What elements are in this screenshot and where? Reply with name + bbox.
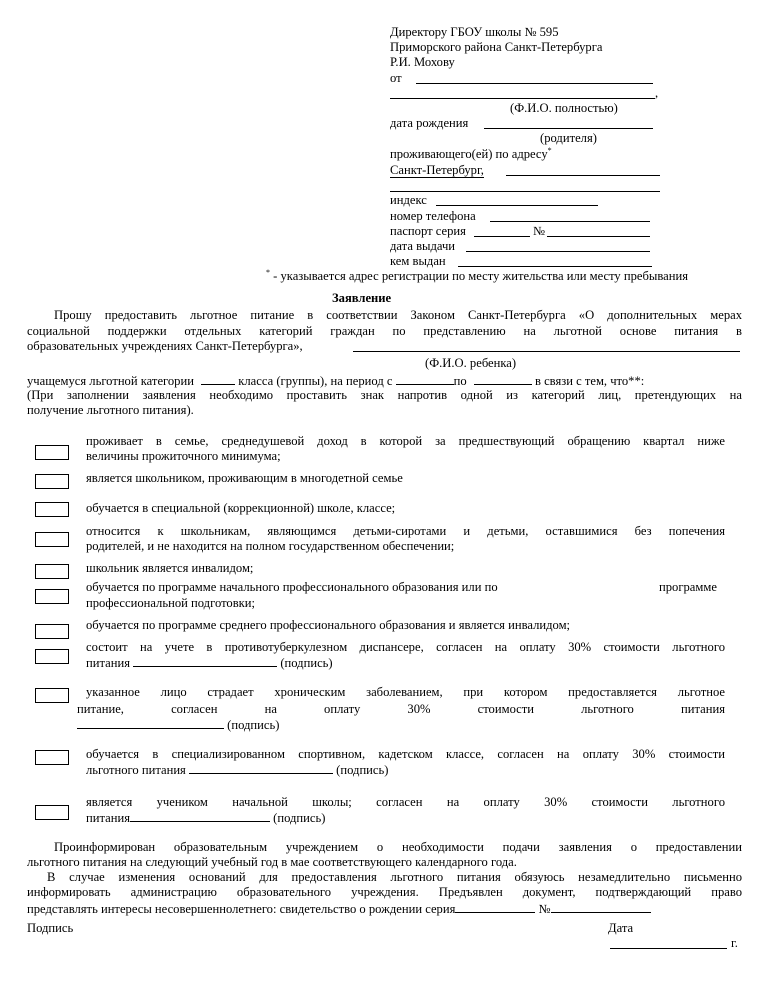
option-checkbox-8[interactable] [35, 649, 69, 664]
option-11-line-2: питания (подпись) [86, 811, 326, 825]
option-6-line-1-end: программе [659, 580, 717, 594]
fio-child-caption: (Ф.И.О. ребенка) [425, 356, 517, 370]
dob-label: дата рождения [390, 116, 469, 130]
option-9-line-1: указанное лицо страдает хроническим заболеванием, при котором предоставляется льготное [86, 685, 725, 699]
option-checkbox-6[interactable] [35, 589, 69, 604]
option-8-line-1: состоит на учете в противотуберкулезном диспансере, согласен на оплату 30% стоимости льготного [86, 640, 725, 654]
option-4-line-1: относится к школьникам, являющимся детьми-сиротами и детьми, оставшимися без попечения [86, 524, 725, 538]
option-9-line-2: питание, согласен на оплату 30% стоимости льготного питания [77, 702, 725, 716]
issued-by-label: кем выдан [390, 254, 446, 268]
passport-number-field[interactable] [547, 225, 650, 237]
option-10-line-1: обучается в специализированном спортивном, кадетском классе, согласен на оплату 30% стоимости [86, 747, 725, 761]
instruction-line-2: получение льготного питания). [27, 403, 194, 417]
closing-line-3: В случае изменения оснований для предоставления льготного питания обязуюсь незамедлительно письменно [47, 870, 742, 884]
addressee-line-2: Приморского района Санкт-Петербурга [390, 40, 603, 54]
option-checkbox-11[interactable] [35, 805, 69, 820]
request-line-2: социальной поддержки отдельных категорий граждан по представлению на льготной основе питания в [27, 324, 742, 338]
option-4-line-2: родителей, и не находится на полном государственном обеспечении; [86, 539, 455, 553]
option-7-text: обучается по программе среднего профессионального образования и является инвалидом; [86, 618, 571, 632]
request-line-1: Прошу предоставить льготное питание в соответствии Законом Санкт-Петербурга «О дополнительных мерах [54, 308, 742, 322]
birth-cert-series-field[interactable] [455, 901, 535, 913]
issued-by-field[interactable] [458, 255, 652, 267]
passport-series-label: паспорт серия [390, 224, 466, 238]
option-checkbox-10[interactable] [35, 750, 69, 765]
option-checkbox-2[interactable] [35, 474, 69, 489]
phone-label: номер телефона [390, 209, 476, 223]
period-start-field[interactable] [396, 373, 454, 385]
date-label: Дата [608, 921, 634, 935]
closing-line-4: информировать администрацию образовательного учреждения. Предъявлен документ, подтверждающий право [27, 885, 742, 899]
date-field[interactable] [610, 937, 727, 949]
child-name-field[interactable] [353, 340, 740, 352]
option-3-text: обучается в специальной (коррекционной) школе, классе; [86, 501, 396, 515]
passport-series-field[interactable] [474, 225, 530, 237]
option-5-text: школьник является инвалидом; [86, 561, 254, 575]
comma: , [655, 86, 659, 100]
instruction-line-1: (При заполнении заявления необходимо проставить знак напротив одной из категорий лиц, претендующих на [27, 388, 742, 402]
request-line-3: образовательных учреждениях Санкт-Петербурга», [27, 339, 303, 353]
city-label: Санкт-Петербург, [390, 163, 484, 177]
period-end-field[interactable] [474, 373, 532, 385]
document-title: Заявление [332, 291, 392, 305]
issue-date-label: дата выдачи [390, 239, 456, 253]
dob-field[interactable] [484, 117, 653, 129]
from-label: от [390, 71, 402, 85]
option-8-signature-field[interactable] [133, 655, 277, 667]
option-9-line-3: (подпись) [77, 717, 279, 733]
category-line: учащемуся льготной категории класса (группы), на период с по в связи с тем, что**: [27, 374, 645, 388]
year-suffix: г. [731, 936, 738, 950]
signature-label: Подпись [27, 921, 74, 935]
index-field[interactable] [436, 194, 598, 206]
closing-line-1: Проинформирован образовательным учреждением о необходимости подачи заявления о предоставлении [54, 840, 742, 854]
option-checkbox-1[interactable] [35, 445, 69, 460]
option-checkbox-9[interactable] [35, 688, 69, 703]
closing-line-5: представлять интересы несовершеннолетнего: свидетельство о рождении серия № [27, 901, 651, 917]
option-11-line-1: является учеником начальной школы; согласен на оплату 30% стоимости льготного [86, 795, 725, 809]
issue-date-field[interactable] [466, 240, 650, 252]
option-checkbox-3[interactable] [35, 502, 69, 517]
address-field-2[interactable] [390, 180, 660, 192]
parent-caption: (родителя) [540, 131, 597, 145]
index-label: индекс [390, 193, 427, 207]
option-checkbox-5[interactable] [35, 564, 69, 579]
passport-number-label: № [533, 224, 546, 238]
addressee-line-1: Директору ГБОУ школы № 595 [390, 25, 559, 39]
fio-full-caption: (Ф.И.О. полностью) [510, 101, 618, 115]
option-10-signature-field[interactable] [189, 762, 333, 774]
category-field[interactable] [201, 373, 235, 385]
option-6-line-2: профессиональной подготовки; [86, 596, 256, 610]
address-label: проживающего(ей) по адресу* [390, 145, 552, 161]
option-6-line-1: обучается по программе начального профессионального образования или по [86, 580, 498, 594]
option-8-line-2: питания (подпись) [86, 656, 333, 670]
phone-field[interactable] [490, 210, 650, 222]
addressee-line-3: Р.И. Мохову [390, 55, 455, 69]
option-11-signature-field[interactable] [130, 810, 270, 822]
option-9-signature-field[interactable] [77, 717, 224, 729]
birth-cert-number-field[interactable] [551, 901, 651, 913]
footnote: * - указывается адрес регистрации по месту жительства или месту пребывания [266, 267, 689, 283]
from-field[interactable] [416, 72, 653, 84]
address-field[interactable] [506, 164, 660, 176]
option-1-line-2: величины прожиточного минимума; [86, 449, 281, 463]
option-checkbox-4[interactable] [35, 532, 69, 547]
closing-line-2: льготного питания на следующий учебный год в мае соответствующего календарного года. [27, 855, 517, 869]
option-2-text: является школьником, проживающим в многодетной семье [86, 471, 403, 485]
from-field-2[interactable] [390, 87, 655, 99]
option-checkbox-7[interactable] [35, 624, 69, 639]
option-1-line-1: проживает в семье, среднедушевой доход в которой за предшествующий обращению квартал ниже [86, 434, 725, 448]
option-10-line-2: льготного питания (подпись) [86, 763, 389, 777]
